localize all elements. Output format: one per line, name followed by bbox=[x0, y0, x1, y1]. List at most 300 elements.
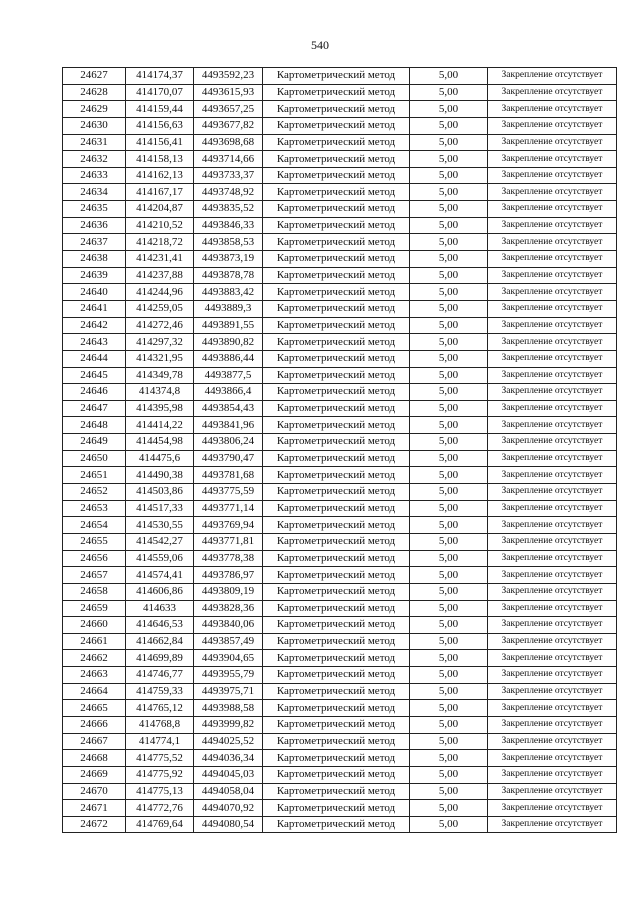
point-number-cell: 24659 bbox=[63, 600, 126, 617]
accuracy-cell: 5,00 bbox=[410, 583, 488, 600]
accuracy-cell: 5,00 bbox=[410, 84, 488, 101]
table-row bbox=[63, 217, 617, 234]
accuracy-cell: 5,00 bbox=[410, 201, 488, 218]
accuracy-cell: 5,00 bbox=[410, 783, 488, 800]
y-coordinate-cell: 4493771,81 bbox=[194, 533, 263, 550]
accuracy-cell: 5,00 bbox=[410, 750, 488, 767]
point-number-cell: 24654 bbox=[63, 517, 126, 534]
y-coordinate-cell: 4494036,34 bbox=[194, 750, 263, 767]
y-coordinate-cell: 4493889,3 bbox=[194, 300, 263, 317]
y-coordinate-cell: 4493781,68 bbox=[194, 467, 263, 484]
y-coordinate-cell: 4493999,82 bbox=[194, 716, 263, 733]
x-coordinate-cell: 414162,13 bbox=[126, 167, 194, 184]
x-coordinate-cell: 414259,05 bbox=[126, 300, 194, 317]
y-coordinate-cell: 4494045,03 bbox=[194, 766, 263, 783]
accuracy-cell: 5,00 bbox=[410, 450, 488, 467]
y-coordinate-cell: 4493790,47 bbox=[194, 450, 263, 467]
accuracy-cell: 5,00 bbox=[410, 300, 488, 317]
status-cell: Закрепление отсутствует bbox=[488, 800, 617, 817]
x-coordinate-cell: 414775,13 bbox=[126, 783, 194, 800]
y-coordinate-cell: 4493835,52 bbox=[194, 201, 263, 218]
x-coordinate-cell: 414297,32 bbox=[126, 334, 194, 351]
table-row bbox=[63, 350, 617, 367]
accuracy-cell: 5,00 bbox=[410, 733, 488, 750]
table-row bbox=[63, 84, 617, 101]
method-cell: Картометрический метод bbox=[263, 84, 410, 101]
x-coordinate-cell: 414414,22 bbox=[126, 417, 194, 434]
coordinates-table bbox=[62, 67, 617, 833]
method-cell: Картометрический метод bbox=[263, 550, 410, 567]
y-coordinate-cell: 4493677,82 bbox=[194, 117, 263, 134]
accuracy-cell: 5,00 bbox=[410, 284, 488, 301]
x-coordinate-cell: 414559,06 bbox=[126, 550, 194, 567]
x-coordinate-cell: 414170,07 bbox=[126, 84, 194, 101]
y-coordinate-cell: 4493841,96 bbox=[194, 417, 263, 434]
status-cell: Закрепление отсутствует bbox=[488, 650, 617, 667]
status-cell: Закрепление отсутствует bbox=[488, 467, 617, 484]
table-row bbox=[63, 101, 617, 118]
table-row bbox=[63, 367, 617, 384]
y-coordinate-cell: 4493771,14 bbox=[194, 500, 263, 517]
status-cell: Закрепление отсутствует bbox=[488, 167, 617, 184]
status-cell: Закрепление отсутствует bbox=[488, 117, 617, 134]
x-coordinate-cell: 414772,76 bbox=[126, 800, 194, 817]
point-number-cell: 24634 bbox=[63, 184, 126, 201]
point-number-cell: 24637 bbox=[63, 234, 126, 251]
table-row bbox=[63, 783, 617, 800]
method-cell: Картометрический метод bbox=[263, 434, 410, 451]
point-number-cell: 24662 bbox=[63, 650, 126, 667]
accuracy-cell: 5,00 bbox=[410, 184, 488, 201]
accuracy-cell: 5,00 bbox=[410, 400, 488, 417]
table-row bbox=[63, 400, 617, 417]
point-number-cell: 24655 bbox=[63, 533, 126, 550]
method-cell: Картометрический метод bbox=[263, 300, 410, 317]
method-cell: Картометрический метод bbox=[263, 251, 410, 268]
method-cell: Картометрический метод bbox=[263, 317, 410, 334]
method-cell: Картометрический метод bbox=[263, 101, 410, 118]
table-row bbox=[63, 68, 617, 85]
x-coordinate-cell: 414156,41 bbox=[126, 134, 194, 151]
accuracy-cell: 5,00 bbox=[410, 700, 488, 717]
x-coordinate-cell: 414699,89 bbox=[126, 650, 194, 667]
x-coordinate-cell: 414662,84 bbox=[126, 633, 194, 650]
x-coordinate-cell: 414374,8 bbox=[126, 384, 194, 401]
method-cell: Картометрический метод bbox=[263, 633, 410, 650]
x-coordinate-cell: 414210,52 bbox=[126, 217, 194, 234]
method-cell: Картометрический метод bbox=[263, 816, 410, 833]
accuracy-cell: 5,00 bbox=[410, 367, 488, 384]
y-coordinate-cell: 4493878,78 bbox=[194, 267, 263, 284]
y-coordinate-cell: 4493786,97 bbox=[194, 567, 263, 584]
x-coordinate-cell: 414633 bbox=[126, 600, 194, 617]
table-row bbox=[63, 201, 617, 218]
x-coordinate-cell: 414769,64 bbox=[126, 816, 194, 833]
accuracy-cell: 5,00 bbox=[410, 633, 488, 650]
table-row bbox=[63, 184, 617, 201]
method-cell: Картометрический метод bbox=[263, 650, 410, 667]
x-coordinate-cell: 414231,41 bbox=[126, 251, 194, 268]
point-number-cell: 24661 bbox=[63, 633, 126, 650]
method-cell: Картометрический метод bbox=[263, 517, 410, 534]
point-number-cell: 24671 bbox=[63, 800, 126, 817]
x-coordinate-cell: 414349,78 bbox=[126, 367, 194, 384]
table-row bbox=[63, 284, 617, 301]
table-row bbox=[63, 617, 617, 634]
method-cell: Картометрический метод bbox=[263, 467, 410, 484]
x-coordinate-cell: 414218,72 bbox=[126, 234, 194, 251]
method-cell: Картометрический метод bbox=[263, 783, 410, 800]
method-cell: Картометрический метод bbox=[263, 450, 410, 467]
y-coordinate-cell: 4493778,38 bbox=[194, 550, 263, 567]
accuracy-cell: 5,00 bbox=[410, 800, 488, 817]
point-number-cell: 24647 bbox=[63, 400, 126, 417]
table-row bbox=[63, 384, 617, 401]
accuracy-cell: 5,00 bbox=[410, 467, 488, 484]
method-cell: Картометрический метод bbox=[263, 484, 410, 501]
x-coordinate-cell: 414606,86 bbox=[126, 583, 194, 600]
x-coordinate-cell: 414237,88 bbox=[126, 267, 194, 284]
y-coordinate-cell: 4493748,92 bbox=[194, 184, 263, 201]
y-coordinate-cell: 4493828,36 bbox=[194, 600, 263, 617]
y-coordinate-cell: 4493698,68 bbox=[194, 134, 263, 151]
x-coordinate-cell: 414759,33 bbox=[126, 683, 194, 700]
status-cell: Закрепление отсутствует bbox=[488, 234, 617, 251]
table-row bbox=[63, 650, 617, 667]
y-coordinate-cell: 4493840,06 bbox=[194, 617, 263, 634]
x-coordinate-cell: 414517,33 bbox=[126, 500, 194, 517]
y-coordinate-cell: 4493769,94 bbox=[194, 517, 263, 534]
accuracy-cell: 5,00 bbox=[410, 617, 488, 634]
accuracy-cell: 5,00 bbox=[410, 101, 488, 118]
accuracy-cell: 5,00 bbox=[410, 217, 488, 234]
point-number-cell: 24645 bbox=[63, 367, 126, 384]
status-cell: Закрепление отсутствует bbox=[488, 783, 617, 800]
coordinates-table-body bbox=[63, 68, 617, 833]
x-coordinate-cell: 414530,55 bbox=[126, 517, 194, 534]
method-cell: Картометрический метод bbox=[263, 367, 410, 384]
status-cell: Закрепление отсутствует bbox=[488, 284, 617, 301]
table-row bbox=[63, 816, 617, 833]
x-coordinate-cell: 414395,98 bbox=[126, 400, 194, 417]
point-number-cell: 24648 bbox=[63, 417, 126, 434]
status-cell: Закрепление отсутствует bbox=[488, 617, 617, 634]
method-cell: Картометрический метод bbox=[263, 184, 410, 201]
method-cell: Картометрический метод bbox=[263, 583, 410, 600]
point-number-cell: 24650 bbox=[63, 450, 126, 467]
point-number-cell: 24664 bbox=[63, 683, 126, 700]
method-cell: Картометрический метод bbox=[263, 567, 410, 584]
y-coordinate-cell: 4493733,37 bbox=[194, 167, 263, 184]
method-cell: Картометрический метод bbox=[263, 750, 410, 767]
point-number-cell: 24668 bbox=[63, 750, 126, 767]
status-cell: Закрепление отсутствует bbox=[488, 350, 617, 367]
method-cell: Картометрический метод bbox=[263, 201, 410, 218]
point-number-cell: 24646 bbox=[63, 384, 126, 401]
point-number-cell: 24641 bbox=[63, 300, 126, 317]
table-row bbox=[63, 500, 617, 517]
point-number-cell: 24657 bbox=[63, 567, 126, 584]
table-row bbox=[63, 733, 617, 750]
accuracy-cell: 5,00 bbox=[410, 517, 488, 534]
method-cell: Картометрический метод bbox=[263, 267, 410, 284]
x-coordinate-cell: 414167,17 bbox=[126, 184, 194, 201]
status-cell: Закрепление отсутствует bbox=[488, 583, 617, 600]
accuracy-cell: 5,00 bbox=[410, 251, 488, 268]
table-row bbox=[63, 317, 617, 334]
status-cell: Закрепление отсутствует bbox=[488, 567, 617, 584]
point-number-cell: 24669 bbox=[63, 766, 126, 783]
method-cell: Картометрический метод bbox=[263, 683, 410, 700]
accuracy-cell: 5,00 bbox=[410, 667, 488, 684]
status-cell: Закрепление отсутствует bbox=[488, 400, 617, 417]
status-cell: Закрепление отсутствует bbox=[488, 450, 617, 467]
accuracy-cell: 5,00 bbox=[410, 550, 488, 567]
point-number-cell: 24651 bbox=[63, 467, 126, 484]
point-number-cell: 24666 bbox=[63, 716, 126, 733]
point-number-cell: 24639 bbox=[63, 267, 126, 284]
method-cell: Картометрический метод bbox=[263, 217, 410, 234]
method-cell: Картометрический метод bbox=[263, 334, 410, 351]
point-number-cell: 24649 bbox=[63, 434, 126, 451]
accuracy-cell: 5,00 bbox=[410, 384, 488, 401]
method-cell: Картометрический метод bbox=[263, 151, 410, 168]
accuracy-cell: 5,00 bbox=[410, 117, 488, 134]
status-cell: Закрепление отсутствует bbox=[488, 667, 617, 684]
status-cell: Закрепление отсутствует bbox=[488, 716, 617, 733]
x-coordinate-cell: 414158,13 bbox=[126, 151, 194, 168]
accuracy-cell: 5,00 bbox=[410, 417, 488, 434]
table-row bbox=[63, 234, 617, 251]
y-coordinate-cell: 4493615,93 bbox=[194, 84, 263, 101]
method-cell: Картометрический метод bbox=[263, 733, 410, 750]
point-number-cell: 24638 bbox=[63, 251, 126, 268]
method-cell: Картометрический метод bbox=[263, 68, 410, 85]
status-cell: Закрепление отсутствует bbox=[488, 334, 617, 351]
status-cell: Закрепление отсутствует bbox=[488, 633, 617, 650]
accuracy-cell: 5,00 bbox=[410, 816, 488, 833]
y-coordinate-cell: 4493886,44 bbox=[194, 350, 263, 367]
status-cell: Закрепление отсутствует bbox=[488, 367, 617, 384]
y-coordinate-cell: 4494025,52 bbox=[194, 733, 263, 750]
accuracy-cell: 5,00 bbox=[410, 234, 488, 251]
status-cell: Закрепление отсутствует bbox=[488, 600, 617, 617]
point-number-cell: 24663 bbox=[63, 667, 126, 684]
status-cell: Закрепление отсутствует bbox=[488, 766, 617, 783]
point-number-cell: 24627 bbox=[63, 68, 126, 85]
x-coordinate-cell: 414574,41 bbox=[126, 567, 194, 584]
accuracy-cell: 5,00 bbox=[410, 68, 488, 85]
point-number-cell: 24628 bbox=[63, 84, 126, 101]
page-number: 540 bbox=[311, 38, 329, 52]
table-row bbox=[63, 567, 617, 584]
status-cell: Закрепление отсутствует bbox=[488, 300, 617, 317]
table-row bbox=[63, 683, 617, 700]
status-cell: Закрепление отсутствует bbox=[488, 101, 617, 118]
y-coordinate-cell: 4494070,92 bbox=[194, 800, 263, 817]
accuracy-cell: 5,00 bbox=[410, 716, 488, 733]
point-number-cell: 24636 bbox=[63, 217, 126, 234]
status-cell: Закрепление отсутствует bbox=[488, 434, 617, 451]
method-cell: Картометрический метод bbox=[263, 384, 410, 401]
point-number-cell: 24672 bbox=[63, 816, 126, 833]
status-cell: Закрепление отсутствует bbox=[488, 384, 617, 401]
x-coordinate-cell: 414321,95 bbox=[126, 350, 194, 367]
x-coordinate-cell: 414272,46 bbox=[126, 317, 194, 334]
x-coordinate-cell: 414475,6 bbox=[126, 450, 194, 467]
y-coordinate-cell: 4493988,58 bbox=[194, 700, 263, 717]
y-coordinate-cell: 4493891,55 bbox=[194, 317, 263, 334]
x-coordinate-cell: 414768,8 bbox=[126, 716, 194, 733]
method-cell: Картометрический метод bbox=[263, 234, 410, 251]
method-cell: Картометрический метод bbox=[263, 167, 410, 184]
x-coordinate-cell: 414454,98 bbox=[126, 434, 194, 451]
accuracy-cell: 5,00 bbox=[410, 650, 488, 667]
accuracy-cell: 5,00 bbox=[410, 334, 488, 351]
x-coordinate-cell: 414204,87 bbox=[126, 201, 194, 218]
y-coordinate-cell: 4493857,49 bbox=[194, 633, 263, 650]
table-row bbox=[63, 700, 617, 717]
table-row bbox=[63, 434, 617, 451]
y-coordinate-cell: 4493866,4 bbox=[194, 384, 263, 401]
y-coordinate-cell: 4493854,43 bbox=[194, 400, 263, 417]
x-coordinate-cell: 414156,63 bbox=[126, 117, 194, 134]
accuracy-cell: 5,00 bbox=[410, 500, 488, 517]
y-coordinate-cell: 4493890,82 bbox=[194, 334, 263, 351]
accuracy-cell: 5,00 bbox=[410, 683, 488, 700]
table-row bbox=[63, 667, 617, 684]
status-cell: Закрепление отсутствует bbox=[488, 750, 617, 767]
y-coordinate-cell: 4493955,79 bbox=[194, 667, 263, 684]
y-coordinate-cell: 4493809,19 bbox=[194, 583, 263, 600]
method-cell: Картометрический метод bbox=[263, 500, 410, 517]
point-number-cell: 24642 bbox=[63, 317, 126, 334]
y-coordinate-cell: 4493714,66 bbox=[194, 151, 263, 168]
y-coordinate-cell: 4493883,42 bbox=[194, 284, 263, 301]
method-cell: Картометрический метод bbox=[263, 667, 410, 684]
x-coordinate-cell: 414765,12 bbox=[126, 700, 194, 717]
y-coordinate-cell: 4493592,23 bbox=[194, 68, 263, 85]
x-coordinate-cell: 414646,53 bbox=[126, 617, 194, 634]
status-cell: Закрепление отсутствует bbox=[488, 500, 617, 517]
method-cell: Картометрический метод bbox=[263, 800, 410, 817]
status-cell: Закрепление отсутствует bbox=[488, 517, 617, 534]
status-cell: Закрепление отсутствует bbox=[488, 68, 617, 85]
accuracy-cell: 5,00 bbox=[410, 350, 488, 367]
x-coordinate-cell: 414775,92 bbox=[126, 766, 194, 783]
table-row bbox=[63, 766, 617, 783]
point-number-cell: 24656 bbox=[63, 550, 126, 567]
accuracy-cell: 5,00 bbox=[410, 484, 488, 501]
method-cell: Картометрический метод bbox=[263, 600, 410, 617]
y-coordinate-cell: 4493904,65 bbox=[194, 650, 263, 667]
x-coordinate-cell: 414775,52 bbox=[126, 750, 194, 767]
table-row bbox=[63, 716, 617, 733]
table-row bbox=[63, 300, 617, 317]
point-number-cell: 24643 bbox=[63, 334, 126, 351]
accuracy-cell: 5,00 bbox=[410, 567, 488, 584]
table-row bbox=[63, 533, 617, 550]
y-coordinate-cell: 4494080,54 bbox=[194, 816, 263, 833]
method-cell: Картометрический метод bbox=[263, 617, 410, 634]
y-coordinate-cell: 4494058,04 bbox=[194, 783, 263, 800]
point-number-cell: 24644 bbox=[63, 350, 126, 367]
point-number-cell: 24633 bbox=[63, 167, 126, 184]
table-row bbox=[63, 334, 617, 351]
status-cell: Закрепление отсутствует bbox=[488, 151, 617, 168]
status-cell: Закрепление отсутствует bbox=[488, 184, 617, 201]
point-number-cell: 24665 bbox=[63, 700, 126, 717]
point-number-cell: 24658 bbox=[63, 583, 126, 600]
method-cell: Картометрический метод bbox=[263, 117, 410, 134]
method-cell: Картометрический метод bbox=[263, 716, 410, 733]
accuracy-cell: 5,00 bbox=[410, 317, 488, 334]
method-cell: Картометрический метод bbox=[263, 766, 410, 783]
x-coordinate-cell: 414542,27 bbox=[126, 533, 194, 550]
status-cell: Закрепление отсутствует bbox=[488, 84, 617, 101]
accuracy-cell: 5,00 bbox=[410, 134, 488, 151]
table-row bbox=[63, 800, 617, 817]
status-cell: Закрепление отсутствует bbox=[488, 816, 617, 833]
point-number-cell: 24631 bbox=[63, 134, 126, 151]
accuracy-cell: 5,00 bbox=[410, 600, 488, 617]
table-row bbox=[63, 583, 617, 600]
point-number-cell: 24632 bbox=[63, 151, 126, 168]
point-number-cell: 24667 bbox=[63, 733, 126, 750]
status-cell: Закрепление отсутствует bbox=[488, 317, 617, 334]
point-number-cell: 24635 bbox=[63, 201, 126, 218]
x-coordinate-cell: 414774,1 bbox=[126, 733, 194, 750]
method-cell: Картометрический метод bbox=[263, 350, 410, 367]
point-number-cell: 24630 bbox=[63, 117, 126, 134]
status-cell: Закрепление отсутствует bbox=[488, 417, 617, 434]
status-cell: Закрепление отсутствует bbox=[488, 683, 617, 700]
status-cell: Закрепление отсутствует bbox=[488, 484, 617, 501]
accuracy-cell: 5,00 bbox=[410, 766, 488, 783]
point-number-cell: 24640 bbox=[63, 284, 126, 301]
x-coordinate-cell: 414503,86 bbox=[126, 484, 194, 501]
table-row bbox=[63, 484, 617, 501]
method-cell: Картометрический метод bbox=[263, 533, 410, 550]
y-coordinate-cell: 4493846,33 bbox=[194, 217, 263, 234]
y-coordinate-cell: 4493873,19 bbox=[194, 251, 263, 268]
point-number-cell: 24629 bbox=[63, 101, 126, 118]
status-cell: Закрепление отсутствует bbox=[488, 217, 617, 234]
table-row bbox=[63, 517, 617, 534]
x-coordinate-cell: 414174,37 bbox=[126, 68, 194, 85]
y-coordinate-cell: 4493806,24 bbox=[194, 434, 263, 451]
point-number-cell: 24652 bbox=[63, 484, 126, 501]
status-cell: Закрепление отсутствует bbox=[488, 700, 617, 717]
status-cell: Закрепление отсутствует bbox=[488, 533, 617, 550]
y-coordinate-cell: 4493858,53 bbox=[194, 234, 263, 251]
status-cell: Закрепление отсутствует bbox=[488, 201, 617, 218]
point-number-cell: 24670 bbox=[63, 783, 126, 800]
method-cell: Картометрический метод bbox=[263, 284, 410, 301]
table-row bbox=[63, 600, 617, 617]
accuracy-cell: 5,00 bbox=[410, 533, 488, 550]
x-coordinate-cell: 414244,96 bbox=[126, 284, 194, 301]
point-number-cell: 24653 bbox=[63, 500, 126, 517]
table-row bbox=[63, 167, 617, 184]
accuracy-cell: 5,00 bbox=[410, 267, 488, 284]
table-row bbox=[63, 750, 617, 767]
method-cell: Картометрический метод bbox=[263, 700, 410, 717]
status-cell: Закрепление отсутствует bbox=[488, 267, 617, 284]
method-cell: Картометрический метод bbox=[263, 400, 410, 417]
table-row bbox=[63, 267, 617, 284]
table-row bbox=[63, 251, 617, 268]
